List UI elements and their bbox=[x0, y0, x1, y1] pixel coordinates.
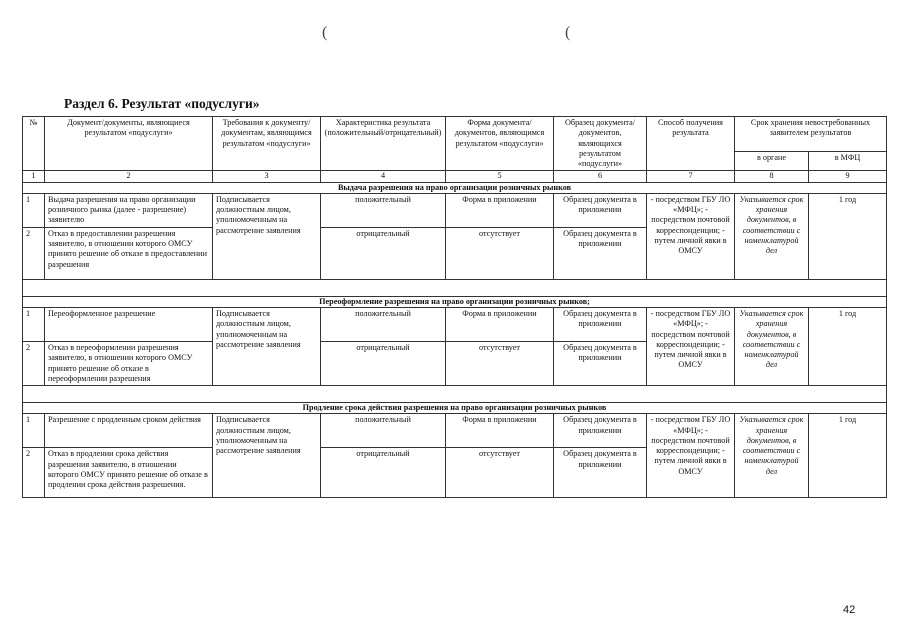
header-storage: Срок хранения невостребованных заявителем результатов bbox=[735, 117, 887, 152]
column-number: 4 bbox=[321, 171, 446, 182]
header-document: Документ/документы, являющиеся результатом «подуслуги» bbox=[45, 117, 213, 171]
section-title: Переоформление разрешения на право организации розничных рынков; bbox=[23, 296, 887, 307]
section-row bbox=[23, 182, 887, 193]
document-cell: Отказ в предоставлении разрешения заявителю, в отношении которого ОМСУ принято решение об отказе в предоставлении разрешения bbox=[45, 227, 213, 279]
header-form: Форма документа/документов, являющимся результатом «подуслуги» bbox=[446, 117, 554, 171]
table-row bbox=[23, 308, 887, 342]
column-number-row bbox=[23, 171, 887, 182]
header-storage-organ: в органе bbox=[735, 151, 809, 171]
form-cell: Форма в приложении bbox=[446, 414, 554, 448]
column-number: 5 bbox=[446, 171, 554, 182]
column-number: 3 bbox=[213, 171, 321, 182]
section-title: Выдача разрешения на право организации розничных рынков bbox=[23, 182, 887, 193]
header-storage-mfc: в МФЦ bbox=[809, 151, 887, 171]
table-body bbox=[23, 117, 887, 498]
column-number: 1 bbox=[23, 171, 45, 182]
characteristic-cell: положительный bbox=[321, 414, 446, 448]
spacer-cell bbox=[23, 386, 887, 403]
form-cell: Форма в приложении bbox=[446, 193, 554, 227]
table-row bbox=[23, 414, 887, 448]
method-cell: - посредством ГБУ ЛО «МФЦ»; - посредством почтовой корреспонденции; - путем личной явки в ОМСУ bbox=[647, 414, 735, 498]
characteristic-cell: отрицательный bbox=[321, 227, 446, 279]
storage-organ-cell: Указывается срок хранения документов, в соответствии с номенклатурой дел bbox=[735, 193, 809, 279]
form-cell: отсутствует bbox=[446, 342, 554, 386]
row-number: 1 bbox=[23, 308, 45, 342]
characteristic-cell: положительный bbox=[321, 193, 446, 227]
document-cell: Отказ в продлении срока действия разрешения заявителю, в отношении которого ОМСУ принято решение об отказе в продлении срока действия разрешения. bbox=[45, 448, 213, 498]
sample-cell: Образец документа в приложении bbox=[554, 308, 647, 342]
section-title: Продление срока действия разрешения на право организации розничных рынков bbox=[23, 403, 887, 414]
requirement-cell: Подписывается должностным лицом, уполномоченным на рассмотрение заявления bbox=[213, 308, 321, 386]
document-cell: Выдача разрешения на право организации розничного рынка (далее - разрешение) заявителю bbox=[45, 193, 213, 227]
storage-mfc-cell: 1 год bbox=[809, 308, 887, 386]
document-cell: Отказ в переоформлении разрешения заявителю, в отношении которого ОМСУ принято решение об отказе в переоформлении разрешения bbox=[45, 342, 213, 386]
result-table bbox=[22, 116, 887, 498]
row-number: 1 bbox=[23, 193, 45, 227]
form-cell: Форма в приложении bbox=[446, 308, 554, 342]
sample-cell: Образец документа в приложении bbox=[554, 414, 647, 448]
column-number: 9 bbox=[809, 171, 887, 182]
scan-mark-left: ( bbox=[322, 24, 328, 41]
row-number: 2 bbox=[23, 227, 45, 279]
column-number: 2 bbox=[45, 171, 213, 182]
form-cell: отсутствует bbox=[446, 227, 554, 279]
column-number: 8 bbox=[735, 171, 809, 182]
row-number: 2 bbox=[23, 448, 45, 498]
storage-mfc-cell: 1 год bbox=[809, 414, 887, 498]
column-number: 6 bbox=[554, 171, 647, 182]
document-cell: Переоформленное разрешение bbox=[45, 308, 213, 342]
spacer-row bbox=[23, 279, 887, 296]
document-cell: Разрешение с продленным сроком действия bbox=[45, 414, 213, 448]
spacer-cell bbox=[23, 279, 887, 296]
characteristic-cell: положительный bbox=[321, 308, 446, 342]
storage-organ-cell: Указывается срок хранения документов, в соответствии с номенклатурой дел bbox=[735, 308, 809, 386]
characteristic-cell: отрицательный bbox=[321, 448, 446, 498]
page-title: Раздел 6. Результат «подуслуги» bbox=[64, 96, 260, 111]
row-number: 2 bbox=[23, 342, 45, 386]
scan-mark-right: ( bbox=[565, 24, 571, 41]
spacer-row bbox=[23, 386, 887, 403]
row-number: 1 bbox=[23, 414, 45, 448]
characteristic-cell: отрицательный bbox=[321, 342, 446, 386]
sample-cell: Образец документа в приложении bbox=[554, 227, 647, 279]
header-num: № bbox=[23, 117, 45, 171]
requirement-cell: Подписывается должностным лицом, уполномоченным на рассмотрение заявления bbox=[213, 414, 321, 498]
section-row bbox=[23, 296, 887, 307]
sample-cell: Образец документа в приложении bbox=[554, 448, 647, 498]
form-cell: отсутствует bbox=[446, 448, 554, 498]
requirement-cell: Подписывается должностным лицом, уполномоченным на рассмотрение заявления bbox=[213, 193, 321, 279]
method-cell: - посредством ГБУ ЛО «МФЦ»; - посредством почтовой корреспонденции; - путем личной явки в ОМСУ bbox=[647, 193, 735, 279]
column-number: 7 bbox=[647, 171, 735, 182]
header-requirements: Требования к документу/документам, являющимся результатом «подуслуги» bbox=[213, 117, 321, 171]
header-row bbox=[23, 117, 887, 152]
header-method: Способ получения результата bbox=[647, 117, 735, 171]
page-number: 42 bbox=[843, 604, 856, 616]
header-sample: Образец документа/документов, являющихся результатом «подуслуги» bbox=[554, 117, 647, 171]
sample-cell: Образец документа в приложении bbox=[554, 342, 647, 386]
sample-cell: Образец документа в приложении bbox=[554, 193, 647, 227]
table-row bbox=[23, 193, 887, 227]
method-cell: - посредством ГБУ ЛО «МФЦ»; - посредством почтовой корреспонденции; - путем личной явки в ОМСУ bbox=[647, 308, 735, 386]
header-characteristic: Характеристика результата (положительный/отрицательный) bbox=[321, 117, 446, 171]
storage-mfc-cell: 1 год bbox=[809, 193, 887, 279]
section-row bbox=[23, 403, 887, 414]
storage-organ-cell: Указывается срок хранения документов, в соответствии с номенклатурой дел bbox=[735, 414, 809, 498]
